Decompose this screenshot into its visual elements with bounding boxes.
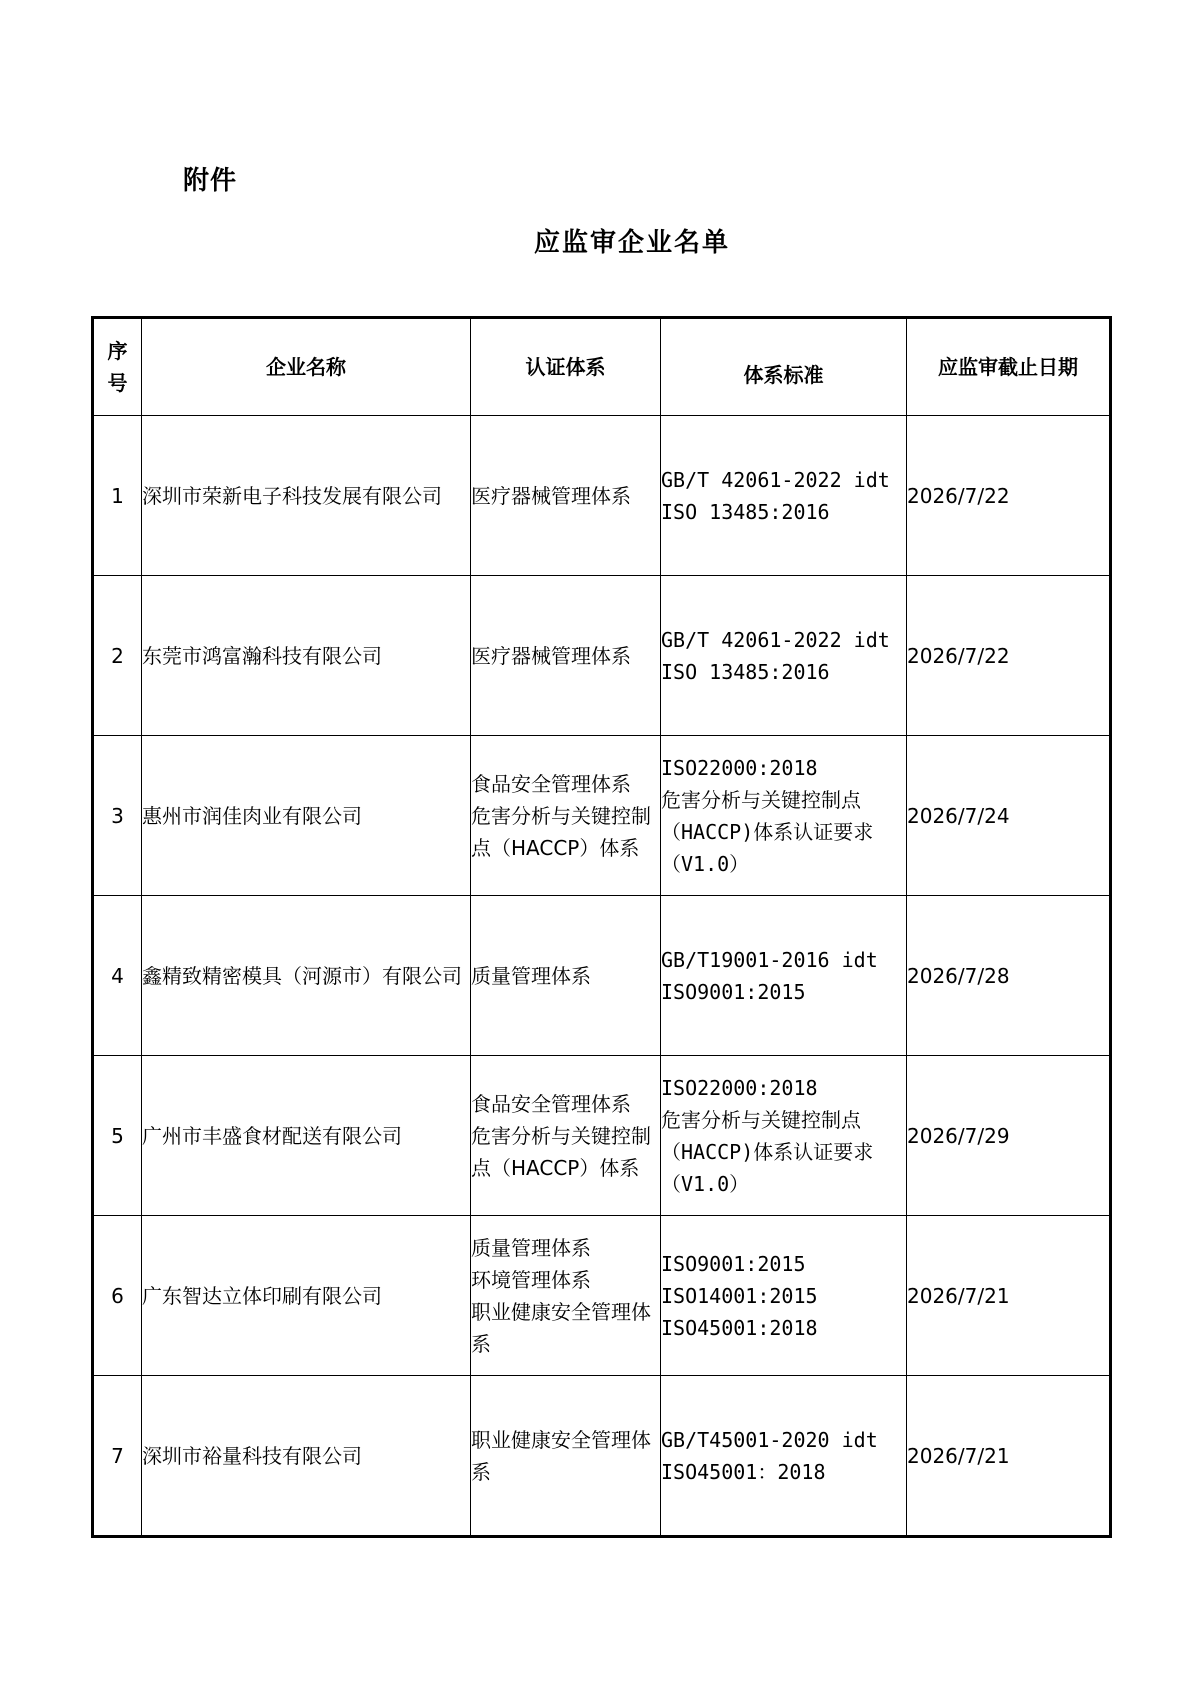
attachment-label: 附件 <box>183 166 238 196</box>
column-header-standard: 体系标准 <box>661 318 907 416</box>
seq-cell: 3 <box>93 736 142 896</box>
seq-cell: 6 <box>93 1216 142 1376</box>
deadline-cell: 2026/7/22 <box>907 576 1111 736</box>
certification-system-line: 职业健康安全管理体系 <box>471 1427 651 1484</box>
certification-system-line: 环境管理体系 <box>471 1267 591 1292</box>
table-body <box>93 416 1111 1537</box>
standard-line: （V1.0） <box>661 851 750 876</box>
deadline-cell: 2026/7/29 <box>907 1056 1111 1216</box>
certification-system-cell <box>471 416 661 576</box>
standard-line: ISO45001：2018 <box>661 1459 826 1484</box>
certification-system-line: 食品安全管理体系 <box>471 771 631 796</box>
certification-system-line: 危害分析与关键控制点（HACCP）体系 <box>471 1123 651 1180</box>
standard-line: ISO22000:2018 <box>661 1075 818 1100</box>
company-name-cell: 深圳市荣新电子科技发展有限公司 <box>142 416 471 576</box>
standard-line: GB/T45001-2020 idt <box>661 1427 878 1452</box>
seq-cell: 4 <box>93 896 142 1056</box>
deadline-cell: 2026/7/24 <box>907 736 1111 896</box>
certification-system-cell <box>471 896 661 1056</box>
standard-line: ISO9001:2015 <box>661 979 806 1004</box>
standard-line: ISO 13485:2016 <box>661 499 830 524</box>
table-row <box>93 1056 1111 1216</box>
seq-cell: 5 <box>93 1056 142 1216</box>
standard-line: GB/T19001-2016 idt <box>661 947 878 972</box>
standard-line: ISO14001:2015 <box>661 1283 818 1308</box>
certification-system-cell <box>471 1056 661 1216</box>
table-header-row <box>93 318 1111 416</box>
standard-line: ISO9001:2015 <box>661 1251 806 1276</box>
certification-system-cell <box>471 1216 661 1376</box>
deadline-cell: 2026/7/28 <box>907 896 1111 1056</box>
table-row <box>93 736 1111 896</box>
certification-system-cell <box>471 576 661 736</box>
column-header-company: 企业名称 <box>142 318 471 416</box>
table-row <box>93 896 1111 1056</box>
seq-cell: 7 <box>93 1376 142 1537</box>
table-row <box>93 1376 1111 1537</box>
standard-cell <box>661 1376 907 1537</box>
certification-system-line: 食品安全管理体系 <box>471 1091 631 1116</box>
company-name-cell: 鑫精致精密模具（河源市）有限公司 <box>142 896 471 1056</box>
column-header-deadline: 应监审截止日期 <box>907 318 1111 416</box>
certification-system-line: 质量管理体系 <box>471 1235 591 1260</box>
certification-system-cell <box>471 1376 661 1537</box>
standard-line: （HACCP)体系认证要求 <box>661 819 874 844</box>
certification-system-line: 职业健康安全管理体系 <box>471 1299 651 1356</box>
company-name-cell: 东莞市鸿富瀚科技有限公司 <box>142 576 471 736</box>
certification-system-line: 质量管理体系 <box>471 963 591 988</box>
standard-cell <box>661 1216 907 1376</box>
deadline-cell: 2026/7/21 <box>907 1376 1111 1537</box>
deadline-cell: 2026/7/22 <box>907 416 1111 576</box>
table-row <box>93 576 1111 736</box>
table-row <box>93 1216 1111 1376</box>
certification-system-cell <box>471 736 661 896</box>
deadline-cell: 2026/7/21 <box>907 1216 1111 1376</box>
certification-system-line: 危害分析与关键控制点（HACCP）体系 <box>471 803 651 860</box>
standard-line: 危害分析与关键控制点 <box>661 1107 861 1132</box>
standard-line: 危害分析与关键控制点 <box>661 787 861 812</box>
company-name-cell: 惠州市润佳肉业有限公司 <box>142 736 471 896</box>
company-name-cell: 广州市丰盛食材配送有限公司 <box>142 1056 471 1216</box>
standard-line: （V1.0） <box>661 1171 750 1196</box>
standard-line: GB/T 42061-2022 idt <box>661 467 890 492</box>
standard-line: （HACCP)体系认证要求 <box>661 1139 874 1164</box>
standard-cell <box>661 896 907 1056</box>
standard-cell <box>661 736 907 896</box>
company-name-cell: 深圳市裕量科技有限公司 <box>142 1376 471 1537</box>
standard-line: ISO22000:2018 <box>661 755 818 780</box>
table-row <box>93 416 1111 576</box>
column-header-system: 认证体系 <box>471 318 661 416</box>
standard-cell <box>661 576 907 736</box>
standard-line: ISO 13485:2016 <box>661 659 830 684</box>
enterprise-table <box>91 316 1112 1538</box>
standard-line: GB/T 42061-2022 idt <box>661 627 890 652</box>
column-header-seq: 序号 <box>93 318 142 416</box>
standard-line: ISO45001:2018 <box>661 1315 818 1340</box>
standard-cell <box>661 1056 907 1216</box>
standard-cell <box>661 416 907 576</box>
company-name-cell: 广东智达立体印刷有限公司 <box>142 1216 471 1376</box>
seq-cell: 1 <box>93 416 142 576</box>
seq-cell: 2 <box>93 576 142 736</box>
document-title: 应监审企业名单 <box>533 228 730 258</box>
certification-system-line: 医疗器械管理体系 <box>471 643 631 668</box>
certification-system-line: 医疗器械管理体系 <box>471 483 631 508</box>
